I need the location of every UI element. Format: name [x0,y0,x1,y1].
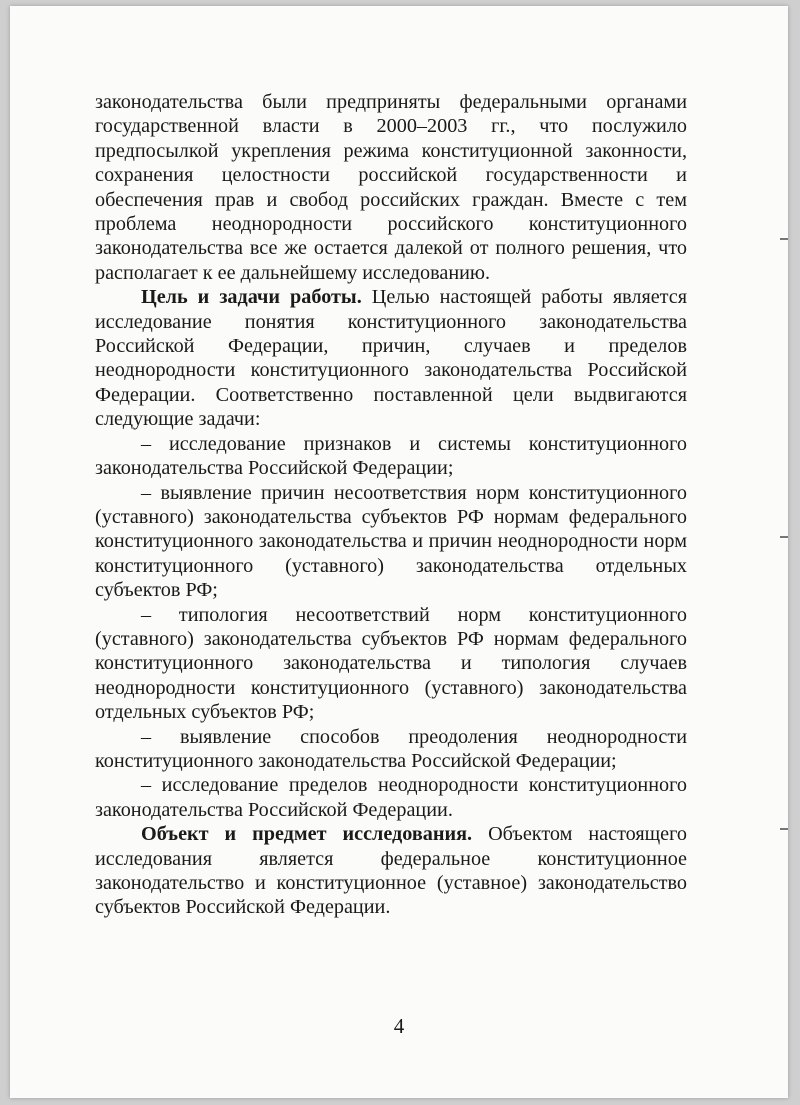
goals-text: Целью настоящей работы является исследование понятия конституционного законодательства Российской Федерации, причин, случаев и пределов неоднородности конституционного законодательства Российской Федерации. Соответственно поставленной цели выдвигаются следующие задачи: [95,286,687,431]
task-item: – исследование признаков и системы конституционного законодательства Российской Федерации; [95,432,687,480]
intro-paragraph: законодательства были предприняты федеральными органами государственной власти в 2000–2003 гг., что послужило предпосылкой укрепления режима конституционной законности, сохранения целостности российской государственности и обеспечения прав и свобод российских граждан. Вместе с тем проблема неоднородности российского конституционного законодательства все же остается далекой от полного решения, что располагает к ее дальнейшему исследованию. [95,91,687,284]
document-page [10,6,788,1098]
task-item: – исследование пределов неоднородности конституционного законодательства Российской Федерации. [95,774,687,821]
margin-mark [780,536,788,538]
object-paragraph [95,822,687,920]
margin-mark [780,238,788,240]
task-item: – выявление способов преодоления неоднородности конституционного законодательства Российской Федерации; [95,725,687,772]
task-item: – выявление причин несоответствия норм конституционного (уставного) законодательства субъектов РФ нормам федерального конституционного законодательства и причин неоднородности норм конституционного (уставного) законодательства отдельных субъектов РФ; [95,481,687,602]
goals-paragraph [95,285,687,431]
goals-heading: Цель и задачи работы. [141,286,362,309]
task-item: – типология несоответствий норм конституционного (уставного) законодательства субъектов РФ нормам федерального конституционного законодательства и типология случаев неоднородности конституционного (уставного) законодательства отдельных субъектов РФ; [95,603,687,724]
object-heading: Объект и предмет исследования. [141,823,473,846]
margin-mark [780,828,788,830]
object-text: Объектом настоящего исследования является федеральное конституционное законодательство и конституционное (уставное) законодательство субъектов Российской Федерации. [95,823,688,919]
page-number: 4 [393,1014,405,1038]
body-text [95,90,687,920]
